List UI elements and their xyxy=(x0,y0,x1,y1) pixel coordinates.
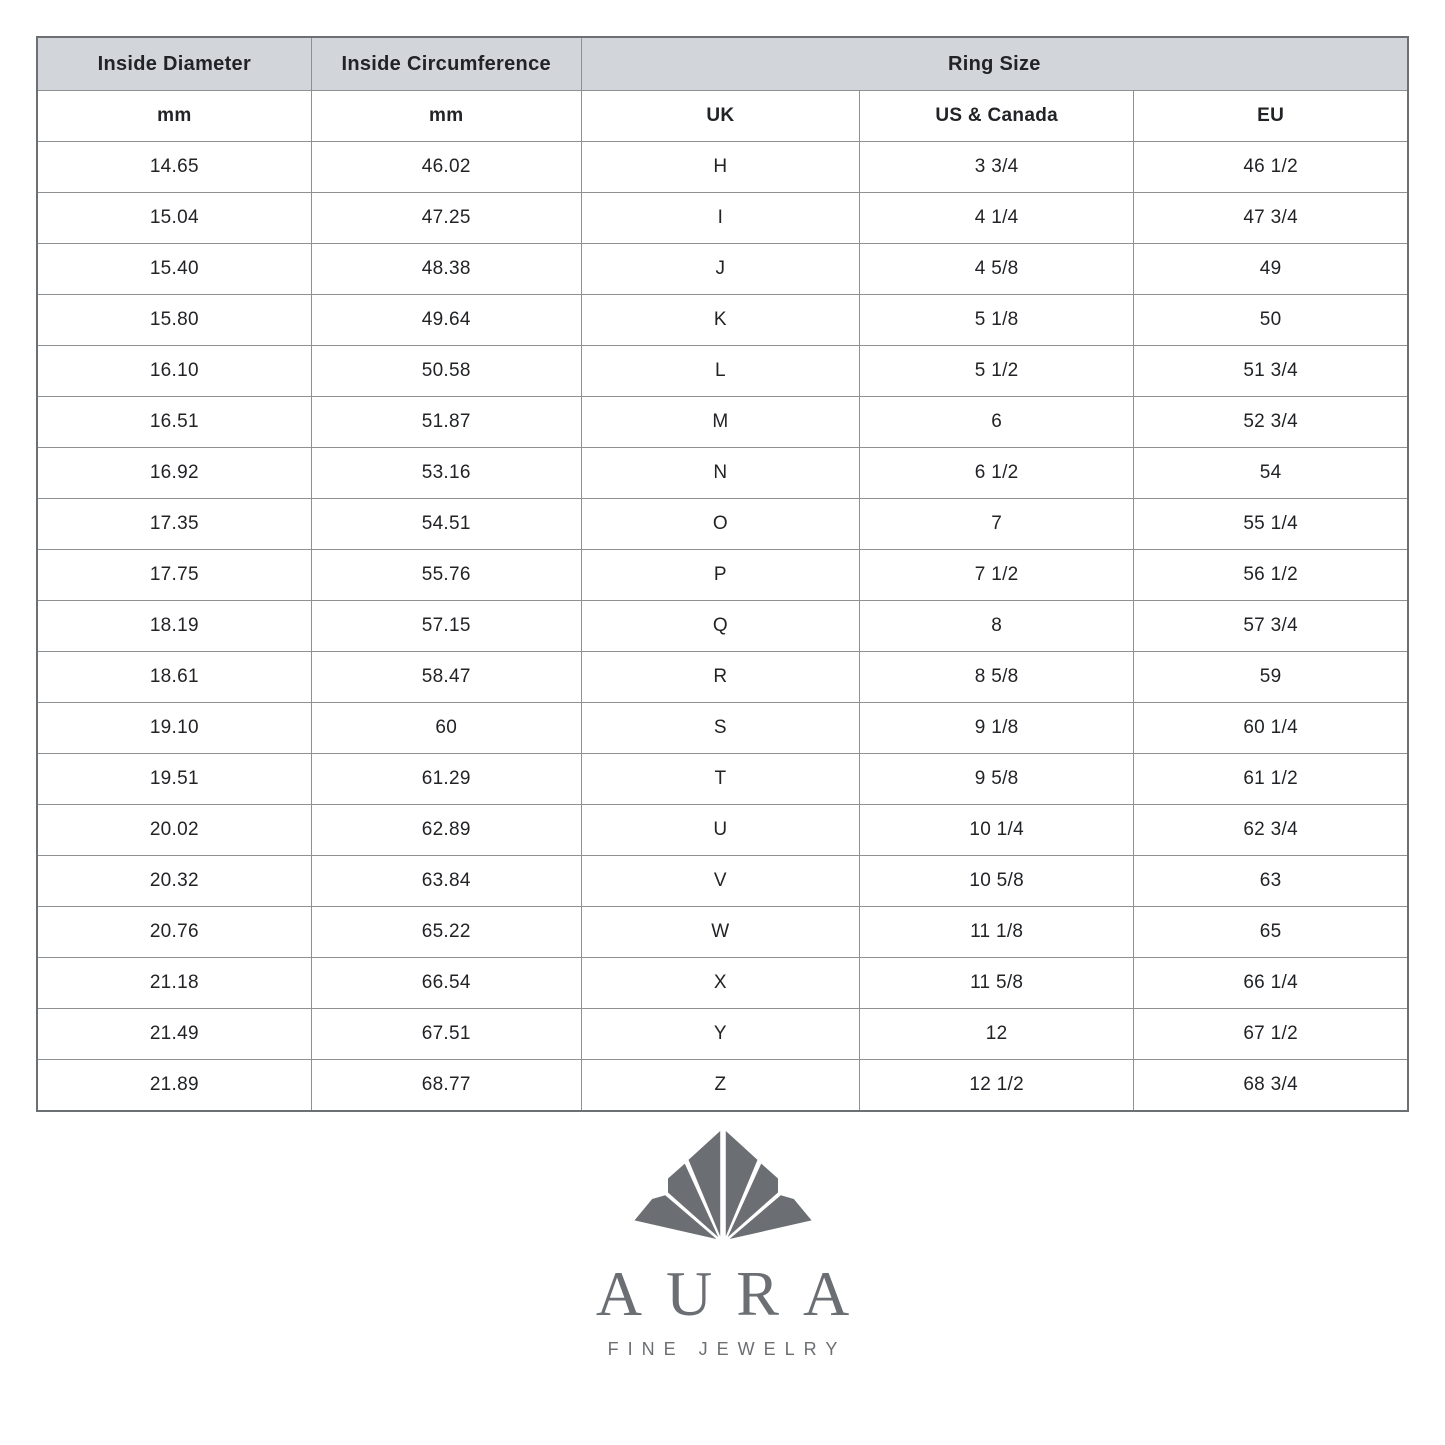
header-inside-diameter: Inside Diameter xyxy=(37,37,311,91)
table-cell: 12 xyxy=(860,1009,1134,1060)
table-cell: 17.35 xyxy=(37,499,311,550)
table-cell: 56 1/2 xyxy=(1134,550,1408,601)
table-cell: 47 3/4 xyxy=(1134,193,1408,244)
table-cell: 57.15 xyxy=(311,601,581,652)
subheader-us-canada: US & Canada xyxy=(860,91,1134,142)
table-row xyxy=(37,754,1408,805)
header-ring-size: Ring Size xyxy=(581,37,1408,91)
subheader-mm-diameter: mm xyxy=(37,91,311,142)
table-cell: Z xyxy=(581,1060,859,1112)
table-cell: 8 5/8 xyxy=(860,652,1134,703)
table-cell: 52 3/4 xyxy=(1134,397,1408,448)
table-cell: 21.89 xyxy=(37,1060,311,1112)
table-cell: I xyxy=(581,193,859,244)
table-cell: 12 1/2 xyxy=(860,1060,1134,1112)
table-cell: 9 5/8 xyxy=(860,754,1134,805)
table-row xyxy=(37,397,1408,448)
table-cell: 7 xyxy=(860,499,1134,550)
table-cell: 51.87 xyxy=(311,397,581,448)
table-cell: 18.19 xyxy=(37,601,311,652)
table-row xyxy=(37,856,1408,907)
table-cell: 11 1/8 xyxy=(860,907,1134,958)
table-cell: 51 3/4 xyxy=(1134,346,1408,397)
ring-size-table xyxy=(36,36,1409,1112)
table-cell: 55.76 xyxy=(311,550,581,601)
header-inside-circumference: Inside Circumference xyxy=(311,37,581,91)
table-cell: 50 xyxy=(1134,295,1408,346)
table-cell: P xyxy=(581,550,859,601)
table-row xyxy=(37,550,1408,601)
table-cell: 15.80 xyxy=(37,295,311,346)
table-cell: 63.84 xyxy=(311,856,581,907)
table-cell: 65 xyxy=(1134,907,1408,958)
table-cell: 54 xyxy=(1134,448,1408,499)
table-cell: 53.16 xyxy=(311,448,581,499)
table-cell: 7 1/2 xyxy=(860,550,1134,601)
table-cell: 10 1/4 xyxy=(860,805,1134,856)
subheader-eu: EU xyxy=(1134,91,1408,142)
table-cell: 47.25 xyxy=(311,193,581,244)
table-cell: 57 3/4 xyxy=(1134,601,1408,652)
table-cell: 63 xyxy=(1134,856,1408,907)
table-cell: 16.51 xyxy=(37,397,311,448)
table-cell: 54.51 xyxy=(311,499,581,550)
table-subheader-row xyxy=(37,91,1408,142)
table-cell: 17.75 xyxy=(37,550,311,601)
table-cell: U xyxy=(581,805,859,856)
table-cell: L xyxy=(581,346,859,397)
table-row xyxy=(37,244,1408,295)
table-cell: 21.18 xyxy=(37,958,311,1009)
table-cell: 21.49 xyxy=(37,1009,311,1060)
table-cell: 66 1/4 xyxy=(1134,958,1408,1009)
table-cell: T xyxy=(581,754,859,805)
table-cell: N xyxy=(581,448,859,499)
table-row xyxy=(37,499,1408,550)
table-cell: 5 1/2 xyxy=(860,346,1134,397)
table-cell: 67.51 xyxy=(311,1009,581,1060)
table-cell: 10 5/8 xyxy=(860,856,1134,907)
table-cell: 50.58 xyxy=(311,346,581,397)
table-cell: 46.02 xyxy=(311,142,581,193)
table-row xyxy=(37,907,1408,958)
table-row xyxy=(37,703,1408,754)
table-cell: 58.47 xyxy=(311,652,581,703)
table-row xyxy=(37,1060,1408,1112)
table-cell: 4 1/4 xyxy=(860,193,1134,244)
table-cell: 68 3/4 xyxy=(1134,1060,1408,1112)
table-cell: 6 xyxy=(860,397,1134,448)
table-cell: 46 1/2 xyxy=(1134,142,1408,193)
table-cell: 68.77 xyxy=(311,1060,581,1112)
table-cell: M xyxy=(581,397,859,448)
table-row xyxy=(37,142,1408,193)
table-cell: 61 1/2 xyxy=(1134,754,1408,805)
table-cell: 66.54 xyxy=(311,958,581,1009)
table-cell: X xyxy=(581,958,859,1009)
table-cell: 55 1/4 xyxy=(1134,499,1408,550)
table-cell: 15.04 xyxy=(37,193,311,244)
table-cell: 67 1/2 xyxy=(1134,1009,1408,1060)
subheader-uk: UK xyxy=(581,91,859,142)
table-cell: W xyxy=(581,907,859,958)
table-cell: 49.64 xyxy=(311,295,581,346)
table-cell: O xyxy=(581,499,859,550)
table-cell: 5 1/8 xyxy=(860,295,1134,346)
table-cell: 62.89 xyxy=(311,805,581,856)
table-cell: K xyxy=(581,295,859,346)
table-cell: 60 xyxy=(311,703,581,754)
table-cell: 61.29 xyxy=(311,754,581,805)
fan-icon xyxy=(627,1124,819,1246)
table-row xyxy=(37,1009,1408,1060)
brand-logo xyxy=(0,1124,1445,1358)
table-cell: 14.65 xyxy=(37,142,311,193)
table-cell: 6 1/2 xyxy=(860,448,1134,499)
table-cell: 20.76 xyxy=(37,907,311,958)
table-cell: 9 1/8 xyxy=(860,703,1134,754)
table-cell: 65.22 xyxy=(311,907,581,958)
brand-name: AURA xyxy=(595,1258,874,1329)
table-row xyxy=(37,601,1408,652)
table-cell: 60 1/4 xyxy=(1134,703,1408,754)
table-cell: 20.02 xyxy=(37,805,311,856)
table-cell: Q xyxy=(581,601,859,652)
table-cell: 19.51 xyxy=(37,754,311,805)
table-row xyxy=(37,448,1408,499)
table-row xyxy=(37,805,1408,856)
table-cell: 3 3/4 xyxy=(860,142,1134,193)
table-cell: 19.10 xyxy=(37,703,311,754)
table-cell: S xyxy=(581,703,859,754)
table-cell: H xyxy=(581,142,859,193)
table-row xyxy=(37,346,1408,397)
table-cell: 4 5/8 xyxy=(860,244,1134,295)
table-cell: 8 xyxy=(860,601,1134,652)
table-row xyxy=(37,193,1408,244)
table-row xyxy=(37,295,1408,346)
table-cell: 11 5/8 xyxy=(860,958,1134,1009)
table-cell: 15.40 xyxy=(37,244,311,295)
table-body xyxy=(37,142,1408,1112)
table-row xyxy=(37,958,1408,1009)
table-cell: 62 3/4 xyxy=(1134,805,1408,856)
table-cell: J xyxy=(581,244,859,295)
table-cell: 48.38 xyxy=(311,244,581,295)
table-cell: 18.61 xyxy=(37,652,311,703)
table-row xyxy=(37,652,1408,703)
brand-tagline: FINE JEWELRY xyxy=(607,1339,847,1359)
table-cell: 16.10 xyxy=(37,346,311,397)
subheader-mm-circumference: mm xyxy=(311,91,581,142)
table-header-group-row xyxy=(37,37,1408,91)
table-cell: 49 xyxy=(1134,244,1408,295)
table-cell: R xyxy=(581,652,859,703)
table-cell: 20.32 xyxy=(37,856,311,907)
table-cell: Y xyxy=(581,1009,859,1060)
table-cell: V xyxy=(581,856,859,907)
table-cell: 16.92 xyxy=(37,448,311,499)
table-cell: 59 xyxy=(1134,652,1408,703)
